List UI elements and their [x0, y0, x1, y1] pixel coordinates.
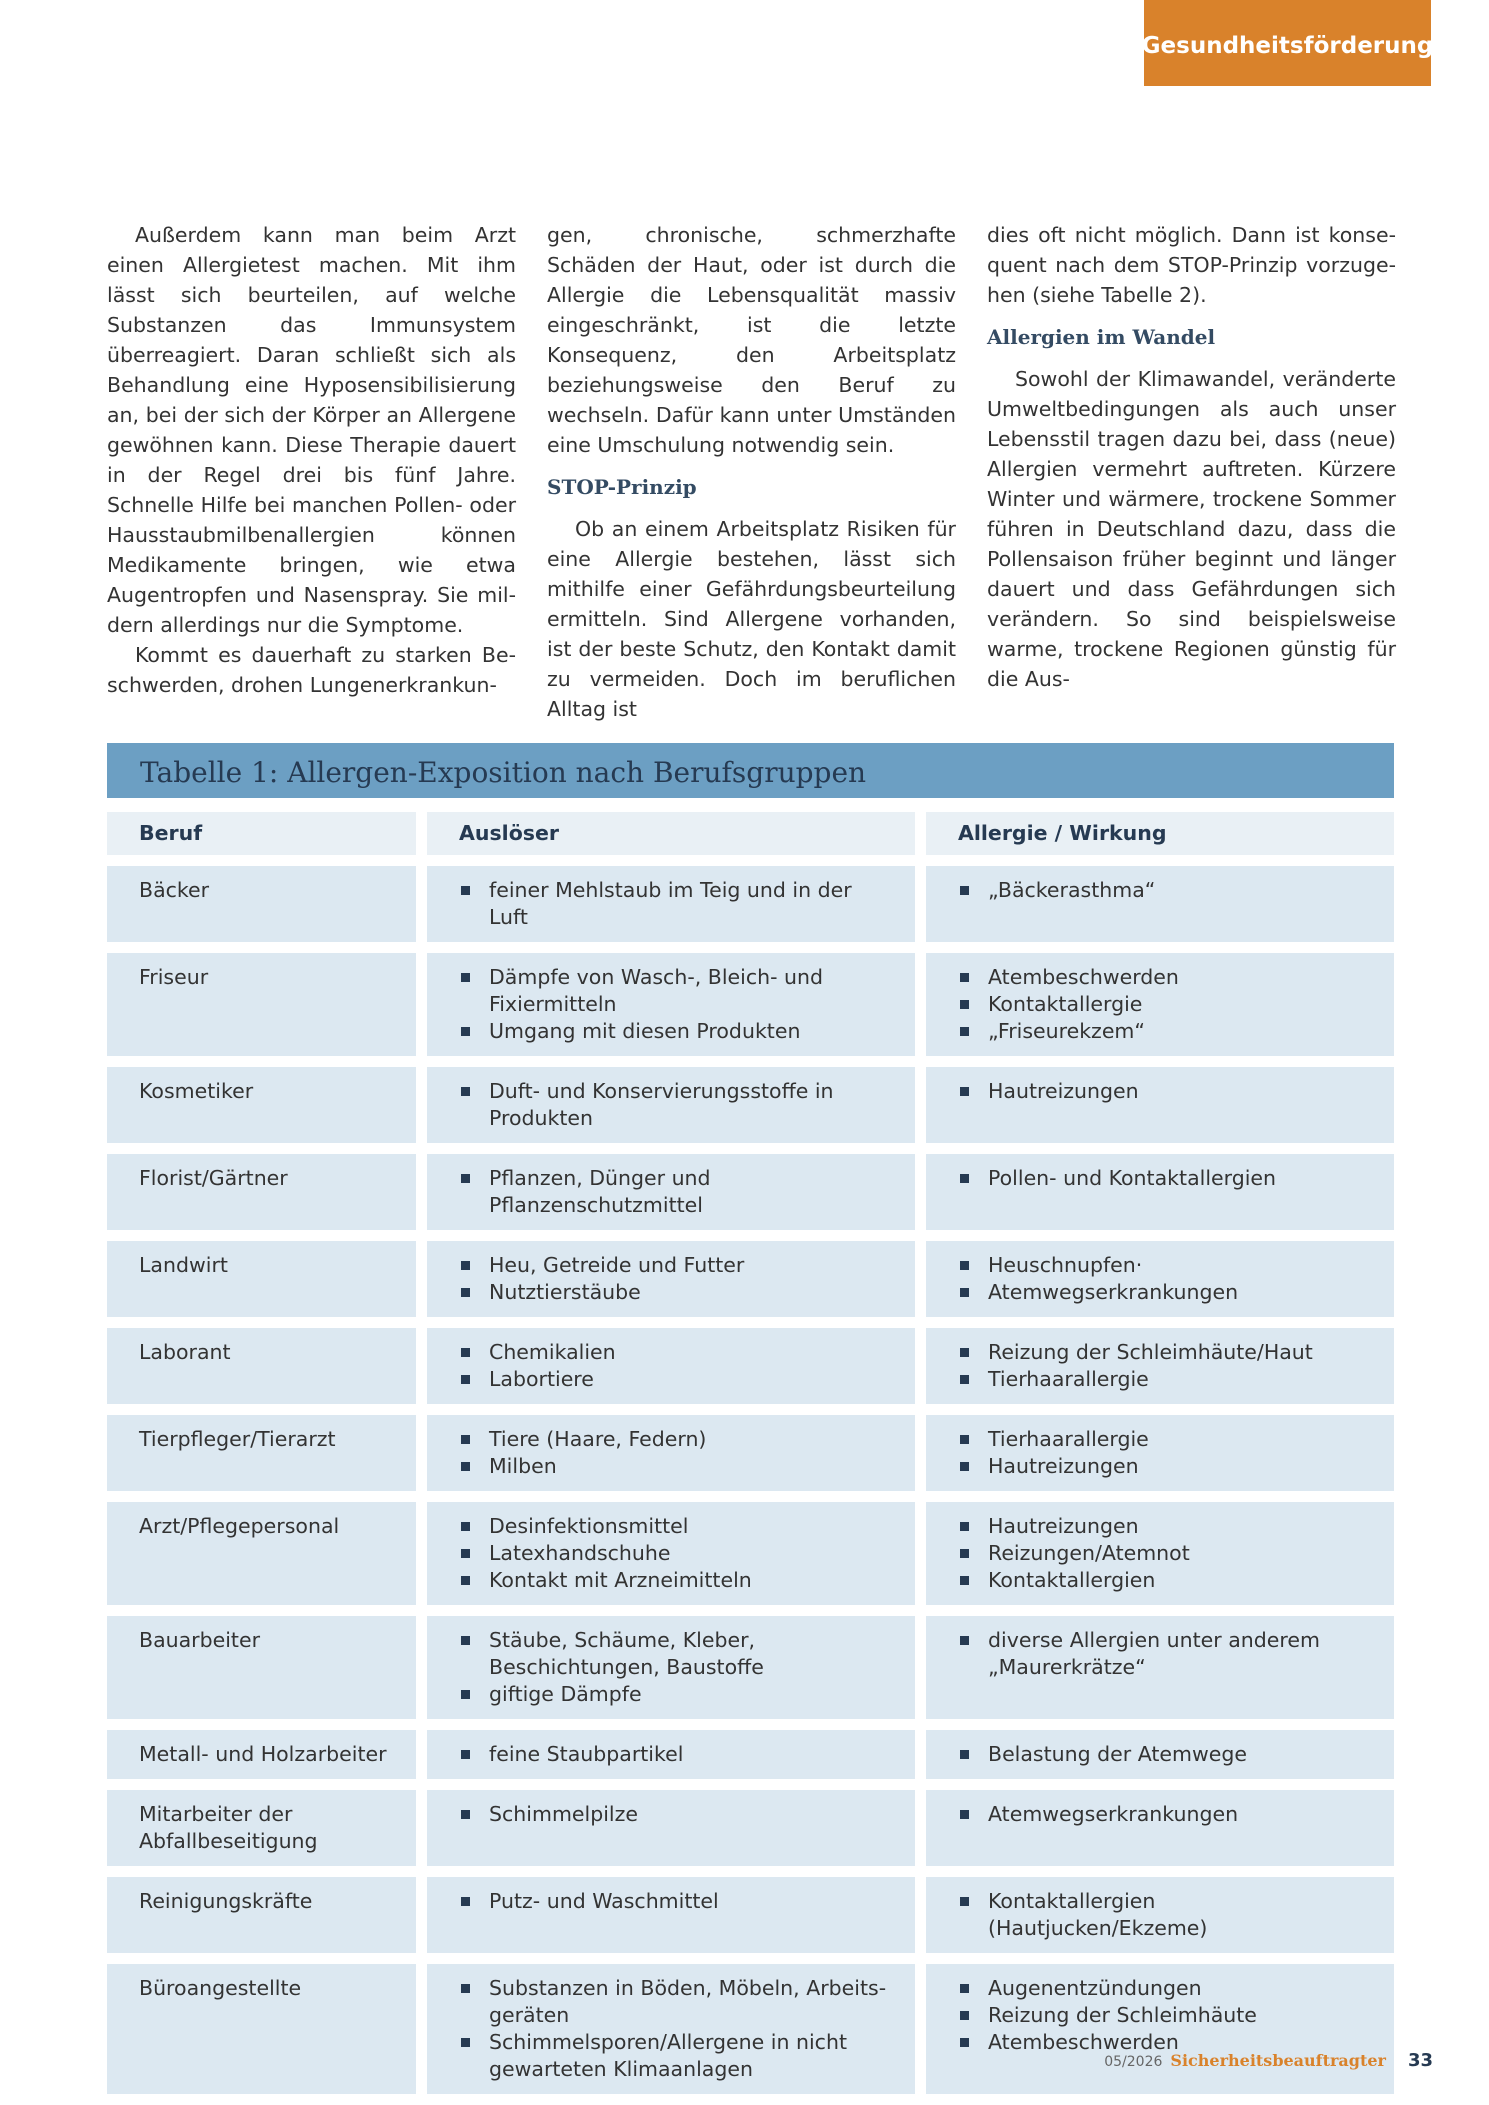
cell-wirkung: [926, 1067, 1394, 1143]
list-item: Heuschnupfen·: [988, 1252, 1374, 1279]
cell-beruf: Bauarbeiter: [107, 1616, 416, 1719]
list-item: Pflanzen, Dünger und Pflanzenschutzmittel: [489, 1165, 895, 1219]
list-item: feine Staubpartikel: [489, 1741, 895, 1768]
cell-beruf: Florist/Gärtner: [107, 1154, 416, 1230]
list-item: „Bäckerasthma“: [988, 877, 1374, 904]
cell-beruf: Büroangestellte: [107, 1964, 416, 2094]
list-item: Desinfektionsmittel: [489, 1513, 895, 1540]
cell-wirkung: [926, 1964, 1394, 2094]
cell-beruf: Tierpfleger/Tierarzt: [107, 1415, 416, 1491]
bullet-list: [958, 1741, 1374, 1768]
article-column-1: [107, 220, 516, 700]
list-item: Pollen- und Kontaktallergien: [988, 1165, 1374, 1192]
list-item: Dämpfe von Wasch-, Bleich- und Fixiermitteln: [489, 964, 895, 1018]
cell-ausloeser: [427, 1241, 915, 1317]
cell-wirkung: [926, 1154, 1394, 1230]
list-item: Tierhaarallergie: [988, 1366, 1374, 1393]
bullet-list: [459, 1252, 895, 1306]
list-item: Substanzen in Böden, Möbeln, Arbeitsgeräten: [489, 1975, 895, 2029]
bullet-list: [958, 1801, 1374, 1828]
bullet-list: [459, 1975, 895, 2083]
list-item: Atembeschwerden: [988, 964, 1374, 991]
list-item: Schimmelsporen/Allergene in nicht gewarteten Klimaanlagen: [489, 2029, 895, 2083]
magazine-name: Sicherheitsbeauftragter: [1170, 2051, 1386, 2070]
bullet-list: [958, 1252, 1374, 1306]
paragraph: Kommt es dauerhaft zu starken Beschwerden, drohen Lungenerkrankun-: [107, 643, 516, 697]
paragraph: Sowohl der Klimawandel, veränderte Umweltbedingungen als auch unser Lebensstil tragen dazu bei, dass (neue) Allergien vermehrt auftreten. Kürzere Winter und wärmere, trockene Sommer führen in Deutschland dazu, dass die Pollensaison früher beginnt und länger dauert und dass Gefährdungen sich verändern. So sind beispielsweise warme, trockene Regionen günstig für die Aus-: [987, 367, 1396, 691]
paragraph: Außerdem kann man beim Arzt einen Allergietest machen. Mit ihm lässt sich beurteilen, auf welche Substanzen das Immunsystem überreagiert. Daran schließt sich als Behandlung eine Hyposensibilisierung an, bei der sich der Körper an Allergene gewöhnen kann. Diese Therapie dauert in der Regel drei bis fünf Jahre. Schnelle Hilfe bei manchen Pollen- oder Hausstaubmilbenallergien können Medikamente bringen, wie etwa Augentropfen und Nasenspray. Sie mildern allerdings nur die Symptome.: [107, 223, 516, 637]
cell-beruf: Kosmetiker: [107, 1067, 416, 1143]
bullet-list: [958, 1165, 1374, 1192]
page-number: 33: [1407, 2050, 1433, 2071]
list-item: feiner Mehlstaub im Teig und in der Luft: [489, 877, 895, 931]
cell-wirkung: [926, 1790, 1394, 1866]
list-item: Putz- und Waschmittel: [489, 1888, 895, 1915]
list-item: Kontakt mit Arzneimitteln: [489, 1567, 895, 1594]
heading-stop-prinzip: STOP-Prinzip: [547, 475, 697, 499]
bullet-list: [958, 1975, 1374, 2056]
bullet-list: [459, 1339, 895, 1393]
bullet-list: [459, 964, 895, 1045]
column-header-wirkung: Allergie / Wirkung: [926, 812, 1394, 855]
bullet-list: [459, 877, 895, 931]
paragraph: dies oft nicht möglich. Dann ist konsequent nach dem STOP-Prinzip vorzugehen (siehe Tabelle 2).: [987, 223, 1396, 307]
bullet-list: [459, 1165, 895, 1219]
bullet-list: [459, 1888, 895, 1915]
list-item: giftige Dämpfe: [489, 1681, 895, 1708]
cell-beruf: Metall- und Holzarbeiter: [107, 1730, 416, 1779]
cell-beruf: Bäcker: [107, 866, 416, 942]
cell-beruf: Reinigungskräfte: [107, 1877, 416, 1953]
section-tab: Gesundheitsförderung: [1144, 0, 1431, 86]
list-item: Stäube, Schäume, Kleber, Beschichtungen, Baustoffe: [489, 1627, 895, 1681]
bullet-list: [958, 1426, 1374, 1480]
cell-ausloeser: [427, 1964, 915, 2094]
bullet-list: [958, 1513, 1374, 1594]
list-item: Hautreizungen: [988, 1513, 1374, 1540]
cell-wirkung: [926, 866, 1394, 942]
list-item: Hautreizungen: [988, 1078, 1374, 1105]
paragraph: gen, chronische, schmerzhafte Schäden der Haut, oder ist durch die Allergie die Lebensqualität massiv eingeschränkt, ist die letzte Konsequenz, den Arbeitsplatz beziehungsweise den Beruf zu wechseln. Dafür kann unter Umständen eine Umschulung notwendig sein.: [547, 223, 956, 457]
list-item: Heu, Getreide und Futter: [489, 1252, 895, 1279]
cell-wirkung: [926, 953, 1394, 1056]
list-item: Chemikalien: [489, 1339, 895, 1366]
list-item: Tierhaarallergie: [988, 1426, 1374, 1453]
bullet-list: [958, 1339, 1374, 1393]
list-item: Nutztierstäube: [489, 1279, 895, 1306]
column-header-ausloeser: Auslöser: [427, 812, 915, 855]
bullet-list: [958, 1078, 1374, 1105]
list-item: Atembeschwerden: [988, 2029, 1374, 2056]
cell-ausloeser: [427, 1790, 915, 1866]
bullet-list: [958, 877, 1374, 904]
cell-wirkung: [926, 1616, 1394, 1719]
list-item: Labortiere: [489, 1366, 895, 1393]
bullet-list: [459, 1741, 895, 1768]
cell-beruf: Friseur: [107, 953, 416, 1056]
list-item: Hautreizungen: [988, 1453, 1374, 1480]
list-item: Reizung der Schleimhäute: [988, 2002, 1374, 2029]
bullet-list: [459, 1426, 895, 1480]
list-item: Atemwegserkrankungen: [988, 1279, 1374, 1306]
bullet-list: [958, 1888, 1374, 1942]
cell-wirkung: [926, 1502, 1394, 1605]
cell-ausloeser: [427, 1502, 915, 1605]
list-item: Belastung der Atemwege: [988, 1741, 1374, 1768]
article-column-3: [987, 220, 1396, 694]
cell-wirkung: [926, 1877, 1394, 1953]
cell-beruf: Laborant: [107, 1328, 416, 1404]
paragraph: Ob an einem Arbeitsplatz Risiken für eine Allergie bestehen, lässt sich mithilfe einer Gefährdungsbeurteilung ermitteln. Sind Allergene vorhanden, ist der beste Schutz, den Kontakt damit zu vermeiden. Doch im beruflichen Alltag ist: [547, 517, 956, 721]
cell-ausloeser: [427, 1154, 915, 1230]
list-item: diverse Allergien unter anderem „Maurerkrätze“: [988, 1627, 1374, 1681]
cell-beruf: Mitarbeiter der Abfallbeseitigung: [107, 1790, 416, 1866]
list-item: Kontaktallergien (Hautjucken/Ekzeme): [988, 1888, 1374, 1942]
bullet-list: [958, 1627, 1374, 1681]
cell-ausloeser: [427, 1877, 915, 1953]
bullet-list: [958, 964, 1374, 1045]
list-item: Atemwegserkrankungen: [988, 1801, 1374, 1828]
cell-ausloeser: [427, 1328, 915, 1404]
list-item: Reizung der Schleimhäute/Haut: [988, 1339, 1374, 1366]
list-item: Reizungen/Atemnot: [988, 1540, 1374, 1567]
article-column-2: [547, 220, 956, 724]
list-item: Milben: [489, 1453, 895, 1480]
cell-wirkung: [926, 1730, 1394, 1779]
page-footer: [1104, 2050, 1433, 2071]
list-item: Augenentzündungen: [988, 1975, 1374, 2002]
bullet-list: [459, 1078, 895, 1132]
list-item: Duft- und Konservierungsstoffe in Produkten: [489, 1078, 895, 1132]
allergen-table: [107, 812, 1394, 2094]
cell-wirkung: [926, 1415, 1394, 1491]
bullet-list: [459, 1627, 895, 1708]
column-header-beruf: Beruf: [107, 812, 416, 855]
cell-beruf: Landwirt: [107, 1241, 416, 1317]
cell-ausloeser: [427, 1616, 915, 1719]
bullet-list: [459, 1801, 895, 1828]
list-item: Latexhandschuhe: [489, 1540, 895, 1567]
table-title: Tabelle 1: Allergen-Exposition nach Berufsgruppen: [107, 743, 1394, 798]
heading-allergien-im-wandel: Allergien im Wandel: [987, 325, 1216, 349]
list-item: Schimmelpilze: [489, 1801, 895, 1828]
cell-ausloeser: [427, 1067, 915, 1143]
cell-ausloeser: [427, 866, 915, 942]
cell-wirkung: [926, 1328, 1394, 1404]
cell-ausloeser: [427, 953, 915, 1056]
list-item: Kontaktallergien: [988, 1567, 1374, 1594]
bullet-list: [459, 1513, 895, 1594]
cell-ausloeser: [427, 1730, 915, 1779]
list-item: Umgang mit diesen Produkten: [489, 1018, 895, 1045]
issue-number: 05/2026: [1104, 2054, 1163, 2070]
list-item: Tiere (Haare, Federn): [489, 1426, 895, 1453]
cell-beruf: Arzt/Pflegepersonal: [107, 1502, 416, 1605]
cell-wirkung: [926, 1241, 1394, 1317]
cell-ausloeser: [427, 1415, 915, 1491]
list-item: Kontaktallergie: [988, 991, 1374, 1018]
list-item: „Friseurekzem“: [988, 1018, 1374, 1045]
